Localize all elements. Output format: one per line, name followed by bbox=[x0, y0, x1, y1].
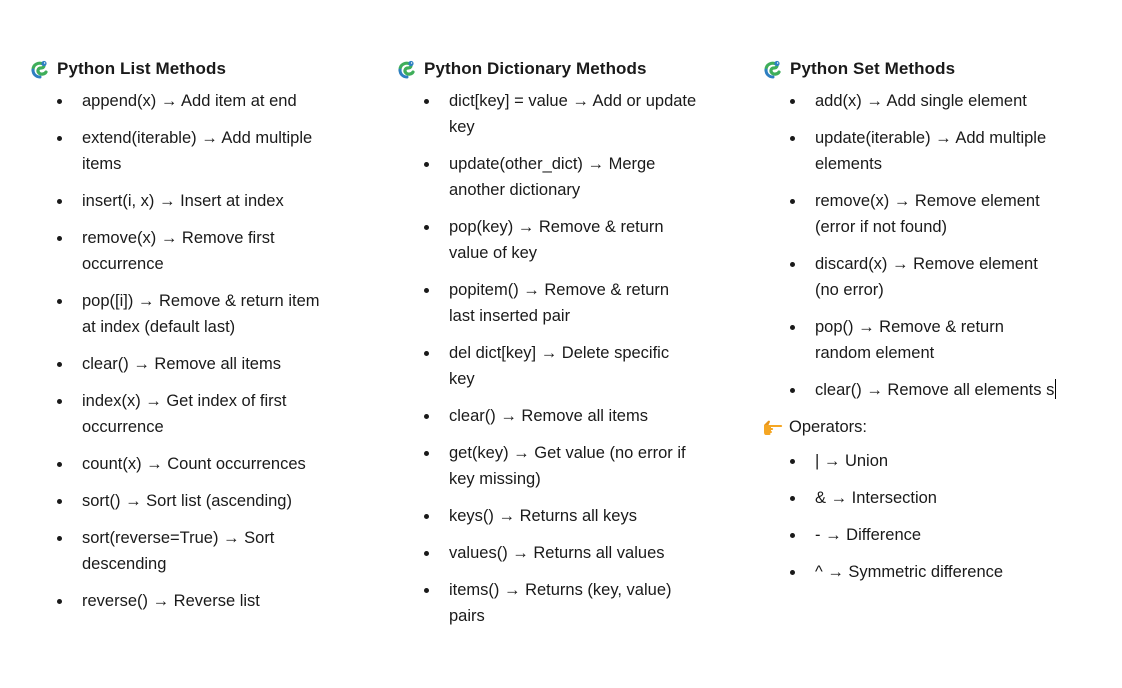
list-heading-text: Python List Methods bbox=[57, 59, 227, 78]
list-heading bbox=[30, 58, 360, 80]
bullet-icon bbox=[424, 514, 429, 519]
bullet-icon bbox=[790, 136, 795, 141]
set-methods-list bbox=[763, 88, 1093, 403]
snake-icon bbox=[30, 59, 50, 79]
bullet-icon bbox=[790, 388, 795, 393]
bullet-icon bbox=[57, 236, 62, 241]
list-item-text: remove(x) → Remove element (error if not found) bbox=[815, 192, 1040, 236]
list-item bbox=[763, 314, 1063, 366]
list-item-text: remove(x) → Remove first occurrence bbox=[82, 229, 275, 273]
operators-heading bbox=[763, 414, 1093, 440]
list-item bbox=[397, 540, 697, 566]
list-item-text: index(x) → Get index of first occurrence bbox=[82, 392, 287, 436]
operators-label: Operators: bbox=[789, 417, 867, 436]
bullet-icon bbox=[790, 496, 795, 501]
snake-icon bbox=[397, 59, 417, 79]
bullet-icon bbox=[790, 325, 795, 330]
text-cursor bbox=[1055, 379, 1056, 399]
list-item-text: count(x) → Count occurrences bbox=[82, 455, 306, 473]
list-item-text: items() → Returns (key, value) pairs bbox=[449, 581, 672, 625]
bullet-icon bbox=[424, 451, 429, 456]
bullet-icon bbox=[790, 533, 795, 538]
bullet-icon bbox=[790, 459, 795, 464]
bullet-icon bbox=[57, 99, 62, 104]
list-item bbox=[397, 440, 697, 492]
list-item bbox=[397, 503, 697, 529]
bullet-icon bbox=[424, 162, 429, 167]
bullet-icon bbox=[424, 99, 429, 104]
list-item bbox=[397, 577, 697, 629]
list-item-text: clear() → Remove all items bbox=[82, 355, 281, 373]
bullet-icon bbox=[790, 99, 795, 104]
list-item bbox=[30, 388, 330, 440]
list-item bbox=[30, 351, 330, 377]
bullet-icon bbox=[57, 499, 62, 504]
list-item-text: get(key) → Get value (no error if key missing) bbox=[449, 444, 686, 488]
bullet-icon bbox=[790, 570, 795, 575]
list-methods-section bbox=[30, 58, 360, 625]
set-heading bbox=[763, 58, 1093, 80]
bullet-icon bbox=[424, 288, 429, 293]
list-item-text: pop() → Remove & return random element bbox=[815, 318, 1004, 362]
bullet-icon bbox=[424, 551, 429, 556]
list-item-text: sort() → Sort list (ascending) bbox=[82, 492, 292, 510]
list-item bbox=[30, 525, 330, 577]
list-item bbox=[30, 451, 330, 477]
bullet-icon bbox=[57, 299, 62, 304]
list-item-text: clear() → Remove all elements s bbox=[815, 381, 1055, 399]
list-item bbox=[397, 88, 697, 140]
operators-list bbox=[763, 448, 1093, 585]
dict-heading bbox=[397, 58, 727, 80]
bullet-icon bbox=[57, 399, 62, 404]
set-methods-section bbox=[763, 58, 1093, 596]
list-item bbox=[763, 522, 1063, 548]
snake-icon bbox=[763, 59, 783, 79]
list-item bbox=[763, 125, 1063, 177]
bullet-icon bbox=[57, 136, 62, 141]
list-item-text: ^ → Symmetric difference bbox=[815, 563, 1004, 581]
list-item-text: add(x) → Add single element bbox=[815, 92, 1027, 110]
list-item-text: & → Intersection bbox=[815, 489, 937, 507]
list-item-text: pop([i]) → Remove & return item at index (default last) bbox=[82, 292, 320, 336]
list-item bbox=[397, 151, 697, 203]
bullet-icon bbox=[57, 199, 62, 204]
list-item-text: update(iterable) → Add multiple elements bbox=[815, 129, 1047, 173]
list-item-text: clear() → Remove all items bbox=[449, 407, 648, 425]
list-item-text: del dict[key] → Delete specific key bbox=[449, 344, 670, 388]
list-item bbox=[30, 288, 330, 340]
list-item-text: update(other_dict) → Merge another dictionary bbox=[449, 155, 656, 199]
bullet-icon bbox=[790, 262, 795, 267]
list-item-text: reverse() → Reverse list bbox=[82, 592, 260, 610]
bullet-icon bbox=[424, 351, 429, 356]
list-item bbox=[397, 340, 697, 392]
list-item-text: dict[key] = value → Add or update key bbox=[449, 92, 697, 136]
list-item bbox=[763, 559, 1063, 585]
list-item bbox=[30, 188, 330, 214]
list-item bbox=[763, 88, 1063, 114]
list-item bbox=[763, 485, 1063, 511]
list-item bbox=[397, 214, 697, 266]
bullet-icon bbox=[790, 199, 795, 204]
list-item bbox=[763, 251, 1063, 303]
list-item bbox=[397, 403, 697, 429]
bullet-icon bbox=[57, 536, 62, 541]
pointing-hand-icon bbox=[763, 418, 783, 436]
list-item-text: pop(key) → Remove & return value of key bbox=[449, 218, 664, 262]
list-methods-list bbox=[30, 88, 360, 614]
list-item bbox=[30, 588, 330, 614]
list-item-text: - → Difference bbox=[815, 526, 922, 544]
bullet-icon bbox=[57, 599, 62, 604]
bullet-icon bbox=[424, 588, 429, 593]
list-item-text: values() → Returns all values bbox=[449, 544, 665, 562]
dict-methods-list bbox=[397, 88, 727, 629]
list-item-text: popitem() → Remove & return last inserted pair bbox=[449, 281, 670, 325]
list-item bbox=[30, 488, 330, 514]
list-item bbox=[397, 277, 697, 329]
list-item bbox=[30, 225, 330, 277]
list-item bbox=[763, 188, 1063, 240]
dict-heading-text: Python Dictionary Methods bbox=[424, 59, 647, 78]
list-item-text: insert(i, x) → Insert at index bbox=[82, 192, 284, 210]
dict-methods-section bbox=[397, 58, 727, 640]
list-item-text: sort(reverse=True) → Sort descending bbox=[82, 529, 275, 573]
bullet-icon bbox=[57, 462, 62, 467]
list-item-text: discard(x) → Remove element (no error) bbox=[815, 255, 1038, 299]
list-item-text: keys() → Returns all keys bbox=[449, 507, 637, 525]
list-item-text: | → Union bbox=[815, 452, 889, 470]
list-item bbox=[30, 125, 330, 177]
set-heading-text: Python Set Methods bbox=[790, 59, 956, 78]
list-item-text: extend(iterable) → Add multiple items bbox=[82, 129, 313, 173]
list-item bbox=[30, 88, 330, 114]
list-item-text: append(x) → Add item at end bbox=[82, 92, 297, 110]
list-item[interactable] bbox=[763, 377, 1063, 403]
bullet-icon bbox=[57, 362, 62, 367]
list-item bbox=[763, 448, 1063, 474]
bullet-icon bbox=[424, 225, 429, 230]
bullet-icon bbox=[424, 414, 429, 419]
